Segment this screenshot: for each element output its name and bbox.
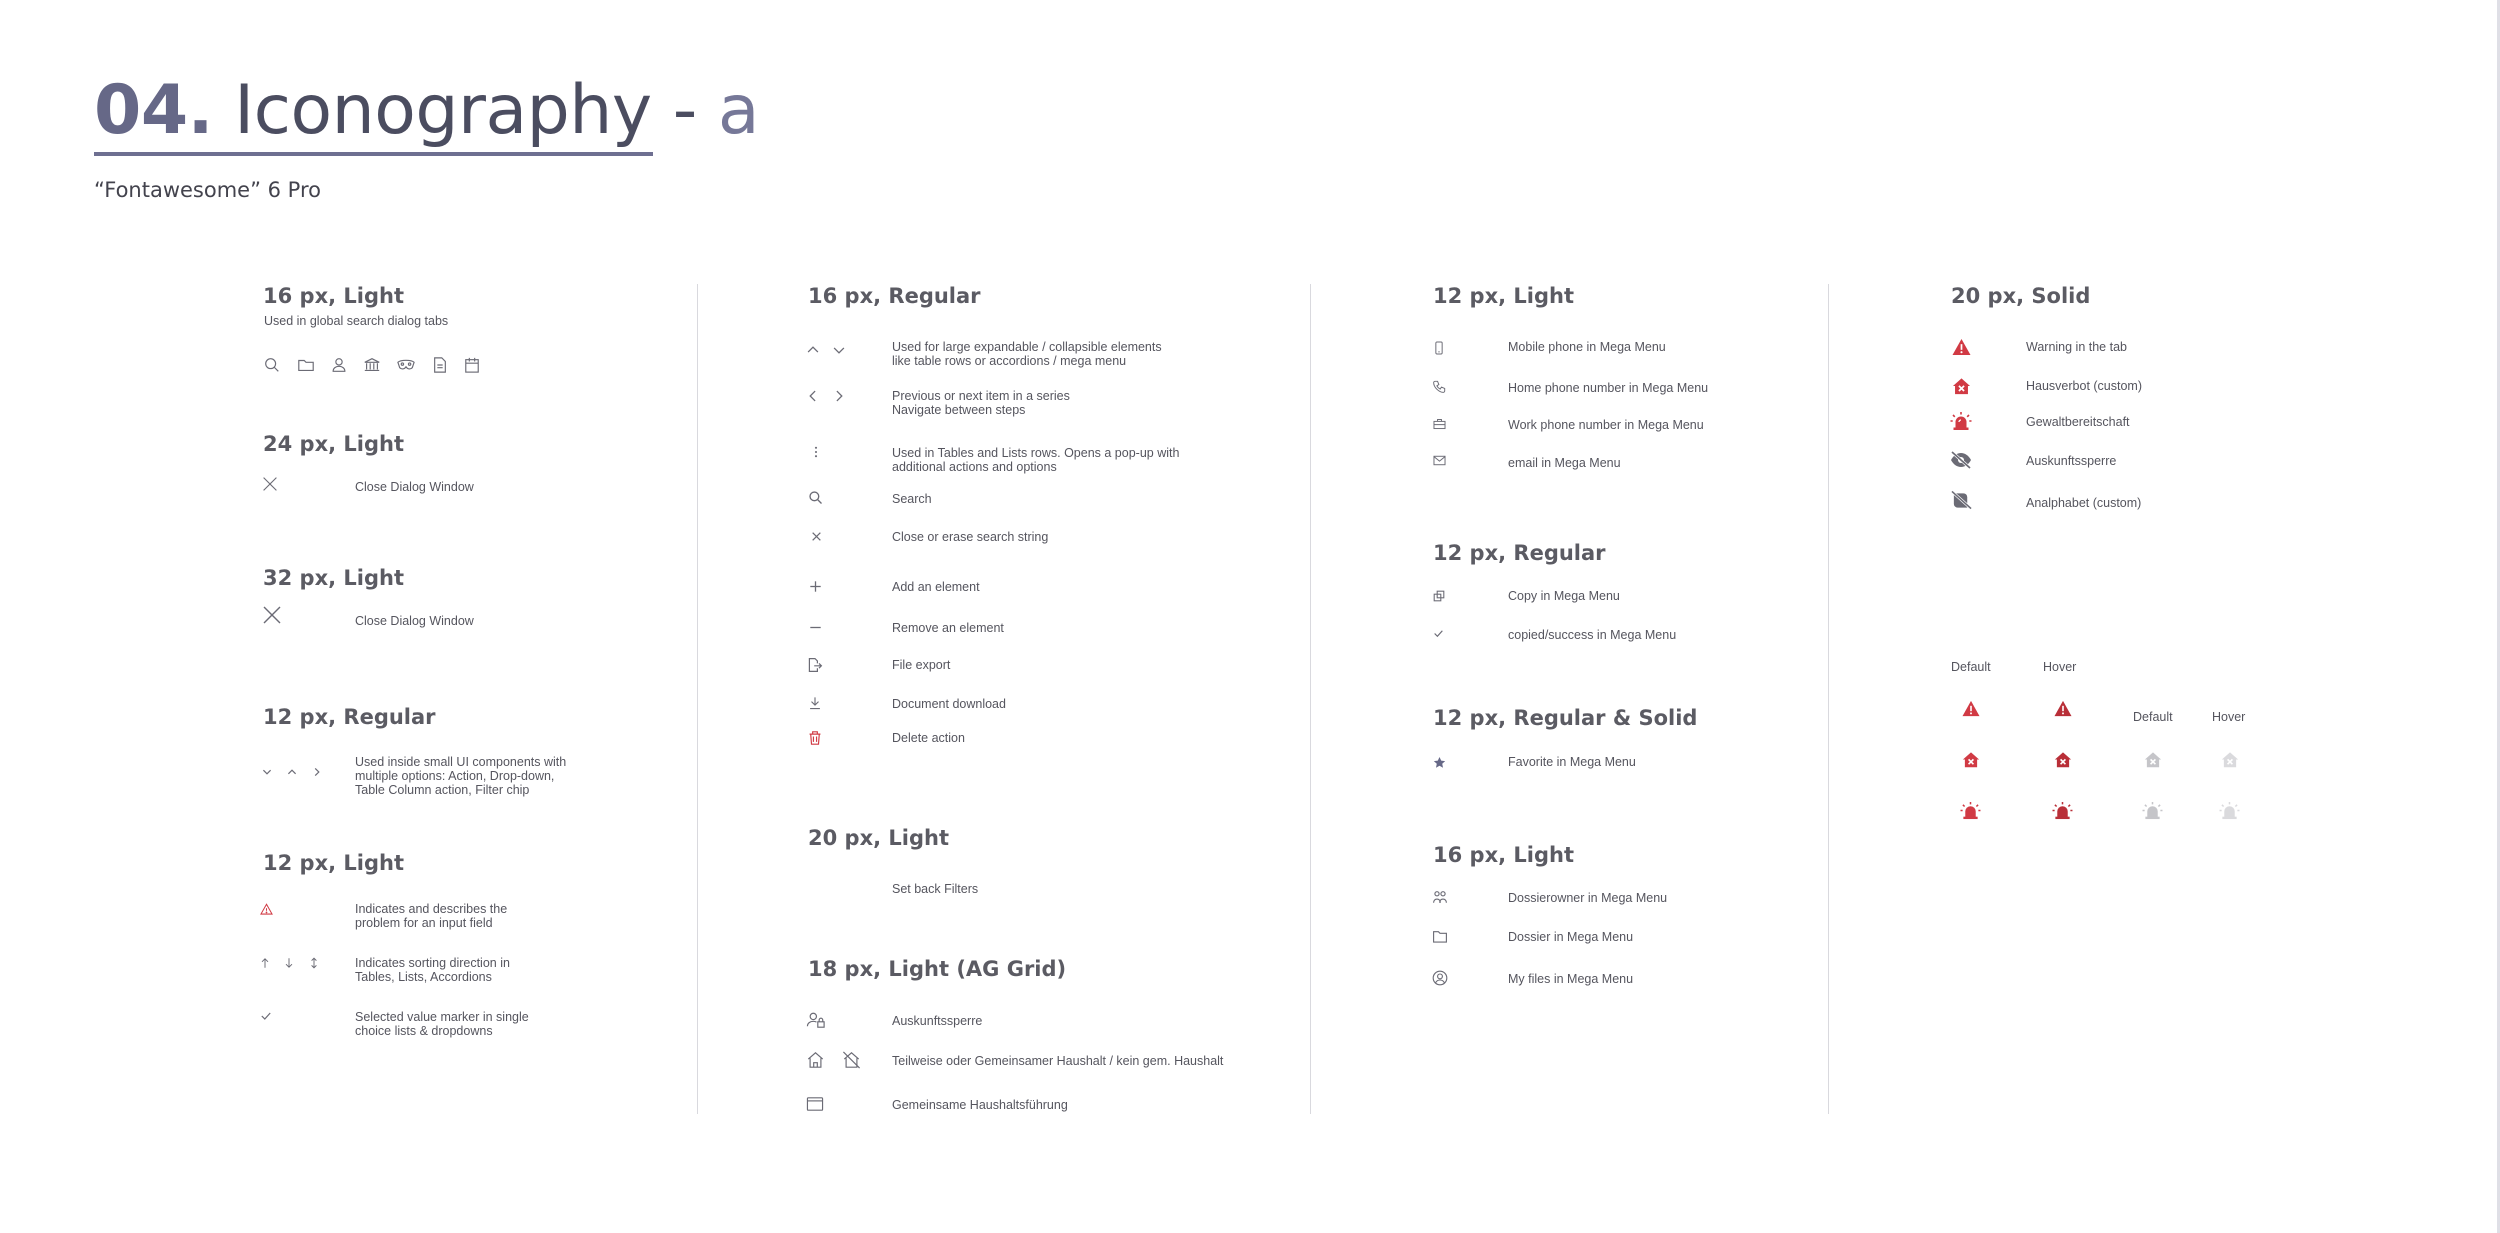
- calendar-icon: [464, 356, 480, 374]
- section-heading: 20 px, Light: [808, 826, 950, 850]
- row-description: email in Mega Menu: [1508, 456, 1621, 470]
- browser-icon: [806, 1096, 824, 1112]
- section-heading: 12 px, Regular: [263, 705, 436, 729]
- house-xmark-icon[interactable]: [2144, 751, 2162, 769]
- chevron-right-icon: [311, 766, 323, 778]
- ellipsis-vertical-icon[interactable]: [810, 445, 822, 459]
- user-lock-icon: [806, 1011, 826, 1029]
- row-description: Dossier in Mega Menu: [1508, 930, 1634, 944]
- house-xmark-icon[interactable]: [1962, 751, 1980, 769]
- section-description-line: Indicates and describes the: [355, 902, 508, 916]
- xmark-icon: [262, 605, 282, 625]
- envelope-icon: [1433, 455, 1446, 466]
- section-heading: 16 px, Light: [1433, 843, 1575, 867]
- chevron-left-icon: [806, 389, 820, 403]
- section-heading: 16 px, Regular: [808, 284, 981, 308]
- row-description: Work phone number in Mega Menu: [1508, 418, 1704, 432]
- row-description: Mobile phone in Mega Menu: [1508, 340, 1666, 354]
- xmark-icon: [811, 531, 822, 542]
- book-slash-icon: [1951, 490, 1972, 510]
- chevron-up-icon: [286, 766, 298, 778]
- row-description: Copy in Mega Menu: [1508, 589, 1620, 603]
- warning-icon: [260, 903, 273, 916]
- column-divider: [1828, 284, 1829, 1114]
- title-suffix: a: [717, 71, 760, 150]
- star-icon: [1433, 756, 1446, 769]
- section-heading: 24 px, Light: [263, 432, 405, 456]
- check-icon: [1433, 628, 1444, 639]
- row-description: Hausverbot (custom): [2026, 379, 2143, 393]
- siren-on-icon[interactable]: [2219, 801, 2240, 820]
- row-description-line: Gemeinsame Haushaltsführung: [892, 1098, 1068, 1112]
- row-description: Dossierowner in Mega Menu: [1508, 891, 1668, 905]
- column-divider: [697, 284, 698, 1114]
- mobile-icon: [1434, 341, 1444, 355]
- section-description: Close Dialog Window: [355, 614, 474, 628]
- row-description-line: Previous or next item in a series: [892, 389, 1070, 403]
- plus-icon: [809, 580, 822, 593]
- row-description-line: Navigate between steps: [892, 403, 1026, 417]
- section-description-line: Used inside small UI components with: [355, 755, 567, 769]
- row-description-line: File export: [892, 658, 951, 672]
- section-heading: 18 px, Light (AG Grid): [808, 957, 1067, 981]
- user-icon: [330, 356, 348, 374]
- row-description-line: Teilweise oder Gemeinsamer Haushalt / kein gem. Haushalt: [892, 1054, 1224, 1068]
- section-description-line: Selected value marker in single: [355, 1010, 529, 1024]
- row-description-line: Add an element: [892, 580, 980, 594]
- user-group-icon: [1432, 890, 1448, 905]
- row-description: Home phone number in Mega Menu: [1508, 381, 1709, 395]
- row-description: My files in Mega Menu: [1508, 972, 1634, 986]
- section-heading: 12 px, Regular: [1433, 541, 1606, 565]
- trash-icon: [808, 730, 822, 746]
- state-label-default: Default: [2133, 710, 2173, 724]
- title-main: Iconography -: [234, 71, 697, 150]
- file-export-icon: [807, 657, 823, 673]
- row-description-line: Delete action: [892, 731, 965, 745]
- chevron-right-icon: [832, 389, 846, 403]
- row-description-line: Auskunftssperre: [892, 1014, 983, 1028]
- chevron-down-icon: [261, 766, 273, 778]
- row-description-line: additional actions and options: [892, 460, 1057, 474]
- briefcase-icon: [1433, 418, 1446, 430]
- search-icon: [808, 490, 823, 505]
- download-icon: [808, 696, 822, 710]
- section-description-line: multiple options: Action, Drop-down,: [355, 769, 555, 783]
- row-description: Gewaltbereitschaft: [2026, 415, 2130, 429]
- row-description-line: Used for large expandable / collapsible elements: [892, 340, 1162, 354]
- title-underline: [94, 152, 653, 156]
- row-description: Favorite in Mega Menu: [1508, 755, 1636, 769]
- row-description: Warning in the tab: [2026, 340, 2127, 354]
- house-icon: [806, 1051, 825, 1069]
- mask-icon: [396, 356, 416, 374]
- state-label-hover: Hover: [2043, 660, 2077, 674]
- page-subtitle: “Fontawesome” 6 Pro: [94, 178, 321, 202]
- folder-icon: [1432, 929, 1448, 944]
- column-divider: [1310, 284, 1311, 1114]
- triangle-exclamation-icon[interactable]: [2054, 700, 2072, 717]
- section-description: Used in global search dialog tabs: [264, 314, 449, 328]
- folder-icon: [297, 356, 315, 374]
- arrow-up-icon: [259, 957, 271, 969]
- row-description: Analphabet (custom): [2026, 496, 2142, 510]
- row-description-line: Used in Tables and Lists rows. Opens a pop-up with: [892, 446, 1180, 460]
- section-heading: 32 px, Light: [263, 566, 405, 590]
- section-heading: 12 px, Light: [263, 851, 405, 875]
- house-xmark-icon[interactable]: [2221, 751, 2239, 769]
- row-description-line: Close or erase search string: [892, 530, 1049, 544]
- row-description: copied/success in Mega Menu: [1508, 628, 1677, 642]
- chevron-up-icon: [806, 343, 820, 357]
- row-description-line: Remove an element: [892, 621, 1004, 635]
- section-description-line: problem for an input field: [355, 916, 493, 930]
- house-xmark-icon: [1952, 377, 1971, 396]
- file-icon: [432, 356, 448, 374]
- siren-on-icon[interactable]: [2142, 801, 2163, 820]
- state-label-default: Default: [1951, 660, 1991, 674]
- check-icon: [260, 1010, 272, 1022]
- chevron-down-icon: [832, 343, 846, 357]
- section-description-line: Indicates sorting direction in: [355, 956, 510, 970]
- section-description-line: Tables, Lists, Accordions: [355, 970, 492, 984]
- minus-icon: [809, 621, 822, 634]
- row-description: Auskunftssperre: [2026, 454, 2117, 468]
- building-columns-icon: [363, 356, 381, 374]
- house-xmark-icon[interactable]: [2054, 751, 2072, 769]
- section-description-line: choice lists & dropdowns: [355, 1024, 493, 1038]
- triangle-exclamation-icon[interactable]: [1962, 700, 1980, 717]
- circle-user-icon: [1432, 970, 1448, 986]
- row-description-line: Search: [892, 492, 932, 506]
- state-label-hover: Hover: [2212, 710, 2246, 724]
- section-description: Close Dialog Window: [355, 480, 474, 494]
- section-heading: 12 px, Light: [1433, 284, 1575, 308]
- siren-on-icon: [1950, 411, 1972, 431]
- row-description-line: like table rows or accordions / mega menu: [892, 354, 1127, 368]
- section-description: Set back Filters: [892, 882, 979, 896]
- xmark-icon: [262, 476, 278, 492]
- arrow-up-down-icon: [308, 957, 320, 969]
- siren-on-icon[interactable]: [1960, 801, 1981, 820]
- section-heading: 16 px, Light: [263, 284, 405, 308]
- title-number: 04.: [94, 71, 213, 150]
- triangle-exclamation-icon: [1952, 338, 1971, 356]
- siren-on-icon[interactable]: [2052, 801, 2073, 820]
- house-slash-icon: [842, 1051, 861, 1069]
- section-heading: 12 px, Regular & Solid: [1433, 706, 1698, 730]
- copy-icon: [1433, 590, 1445, 602]
- arrow-down-icon: [283, 957, 295, 969]
- row-description-line: Document download: [892, 697, 1006, 711]
- phone-icon: [1433, 380, 1446, 393]
- section-description-line: Table Column action, Filter chip: [355, 783, 530, 797]
- search-icon: [263, 356, 281, 374]
- eye-slash-icon: [1950, 451, 1972, 469]
- section-heading: 20 px, Solid: [1951, 284, 2091, 308]
- page-title: [94, 70, 759, 152]
